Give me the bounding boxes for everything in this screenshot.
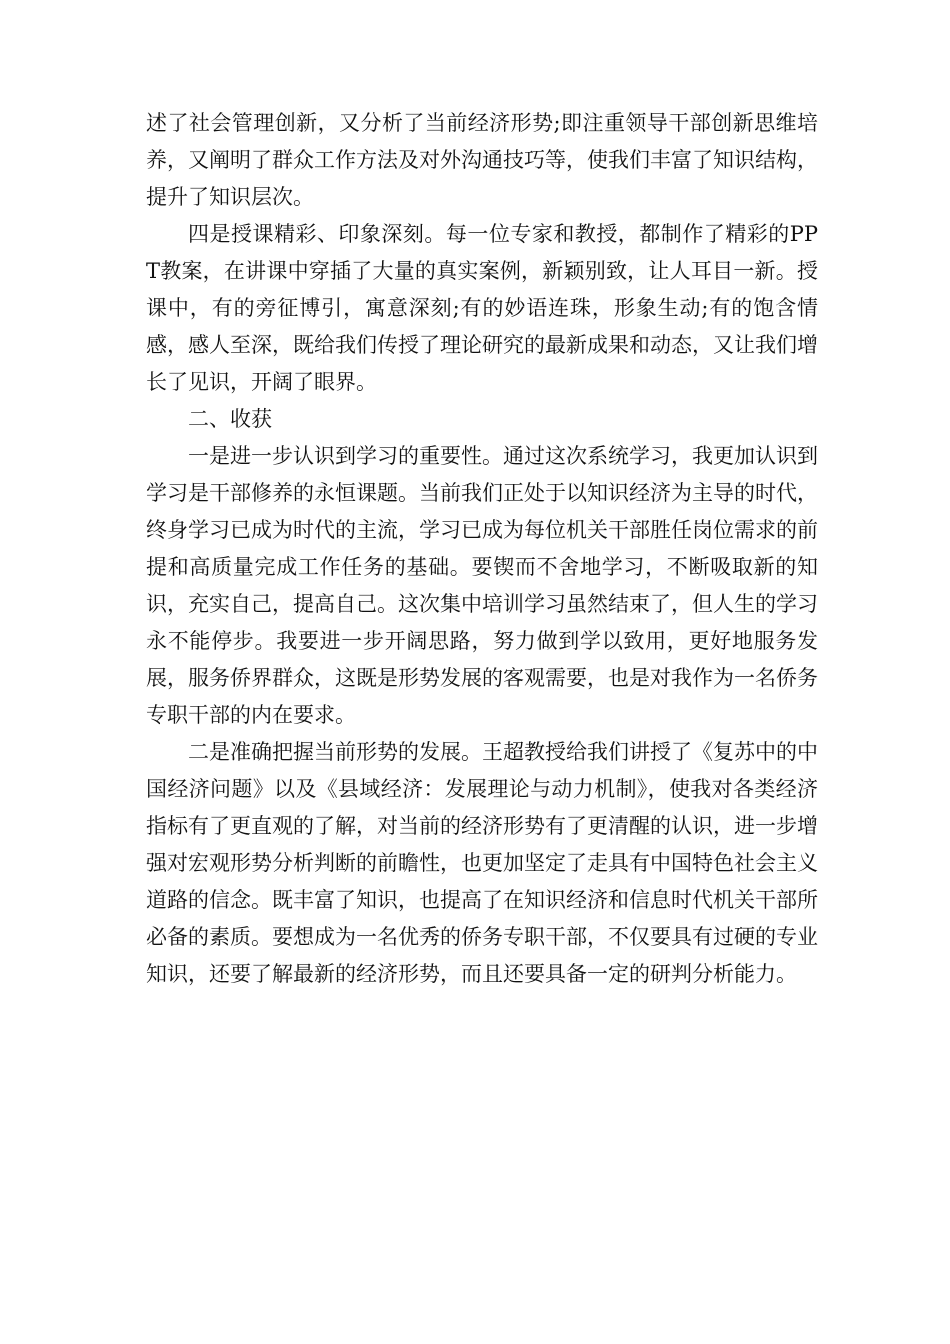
paragraph-economic-situation: 二是准确把握当前形势的发展。王超教授给我们讲授了《复苏中的中国经济问题》以及《县域经济：发展理论与动力机制》，使我对各类经济指标有了更直观的了解，对当前的经济形势有了更清醒的认识，进一步增强对宏观形势分析判断的前瞻性，也更加坚定了走具有中国特色社会主义道路的信念。既丰富了知识，也提高了在知识经济和信息时代机关干部所必备的素质。要想成为一名优秀的侨务专职干部，不仅要具有过硬的专业知识，还要了解最新的经济形势，而且还要具备一定的研判分析能力。 <box>146 740 818 986</box>
document-page <box>146 105 818 993</box>
paragraph-teaching-quality: 四是授课精彩、印象深刻。每一位专家和教授，都制作了精彩的PPT教案，在讲课中穿插了大量的真实案例，新颖别致，让人耳目一新。授课中，有的旁征博引，寓意深刻;有的妙语连珠，形象生动;有的饱含情感，感人至深，既给我们传授了理论研究的最新成果和动态，又让我们增长了见识，开阔了眼界。 <box>146 222 818 394</box>
section-heading-gains: 二、收获 <box>188 407 272 431</box>
paragraph-continued: 述了社会管理创新，又分析了当前经济形势;即注重领导干部创新思维培养，又阐明了群众工作方法及对外沟通技巧等，使我们丰富了知识结构，提升了知识层次。 <box>146 111 818 209</box>
paragraph-learning-importance: 一是进一步认识到学习的重要性。通过这次系统学习，我更加认识到学习是干部修养的永恒课题。当前我们正处于以知识经济为主导的时代，终身学习已成为时代的主流，学习已成为每位机关干部胜任岗位需求的前提和高质量完成工作任务的基础。要锲而不舍地学习，不断吸取新的知识，充实自己，提高自己。这次集中培训学习虽然结束了，但人生的学习永不能停步。我要进一步开阔思路，努力做到学以致用，更好地服务发展，服务侨界群众，这既是形势发展的客观需要，也是对我作为一名侨务专职干部的内在要求。 <box>146 444 818 727</box>
